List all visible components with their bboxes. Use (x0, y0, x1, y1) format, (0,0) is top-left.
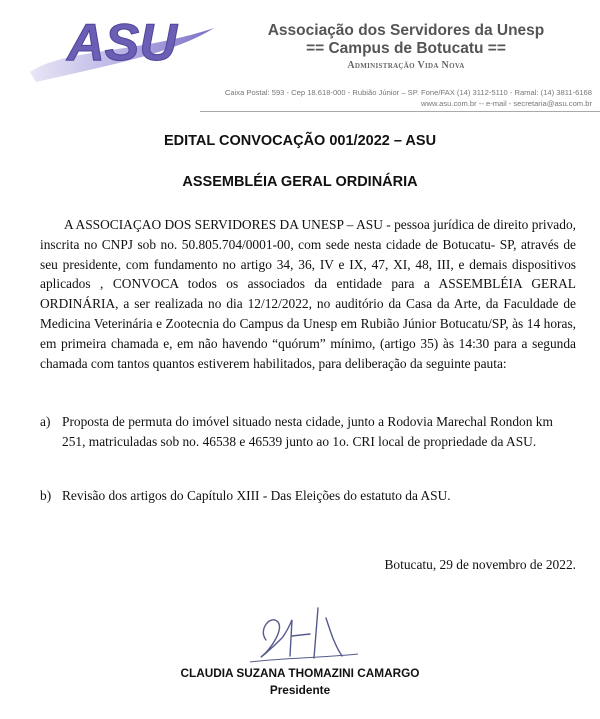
agenda-item-text: Proposta de permuta do imóvel situado nesta cidade, junto a Rodovia Marechal Rondon km 251, matriculadas sob no. 46538 e 46539 junto ao 1o. CRI local de propriedade da ASU. (62, 414, 553, 449)
document-subtitle: ASSEMBLÉIA GERAL ORDINÁRIA (182, 174, 418, 190)
header-divider (200, 111, 600, 112)
agenda-item-text: Revisão dos artigos do Capítulo XIII - Das Eleições do estatuto da ASU. (62, 488, 451, 503)
agenda-item-b (40, 486, 580, 506)
contact-line-address: Caixa Postal: 593 - Cep 18.618-000 - Rubião Júnior – SP. Fone/FAX (14) 3112-5110 - Ramal: (14) 3811-6168 (224, 88, 592, 97)
logo-text: ASU (67, 14, 177, 72)
agenda-item-marker: a) (40, 414, 51, 429)
agenda-item-marker: b) (40, 488, 52, 503)
agenda-item-a (40, 412, 580, 452)
date-line: Botucatu, 29 de novembro de 2022. (384, 557, 576, 572)
asu-logo (26, 8, 218, 86)
org-campus: == Campus de Botucatu == (306, 40, 506, 57)
contact-line-web: www.asu.com.br -- e-mail - secretaria@asu.com.br (420, 99, 592, 108)
signer-name: CLAUDIA SUZANA THOMAZINI CAMARGO (180, 666, 420, 680)
document-title: EDITAL CONVOCAÇÃO 001/2022 – ASU (163, 133, 437, 149)
org-admin: Administração Vida Nova (347, 60, 465, 71)
body-paragraph: A ASSOCIAÇAO DOS SERVIDORES DA UNESP – ASU - pessoa jurídica de direito privado, inscrita no CNPJ sob no. 50.805.704/0001-00, com sede nesta cidade de Botucatu- SP, através de seu presidente, com fundamento no artigo 34, 36, IV e IX, 47, XI, 48, III, e demais dispositivos aplicados , CONVOCA todos os associados da entidade para a ASSEMBLÉIA GERAL ORDINÁRIA, a ser realizada no dia 12/12/2022, no auditório da Casa da Arte, da Faculdade de Medicina Veterinária e Zootecnia do Campus da Unesp em Rubião Júnior Botucatu/SP, às 14 horas, em primeira chamada e, em não havendo “quórum” mínimo, (artigo 35) às 14:30 para a segunda chamada com tantos quantos estiverem habilitados, para deliberação da seguinte pauta: (40, 217, 576, 371)
org-name: Associação dos Servidores da Unesp (267, 22, 545, 39)
signature-icon (230, 600, 370, 670)
signer-role: Presidente (269, 683, 331, 697)
